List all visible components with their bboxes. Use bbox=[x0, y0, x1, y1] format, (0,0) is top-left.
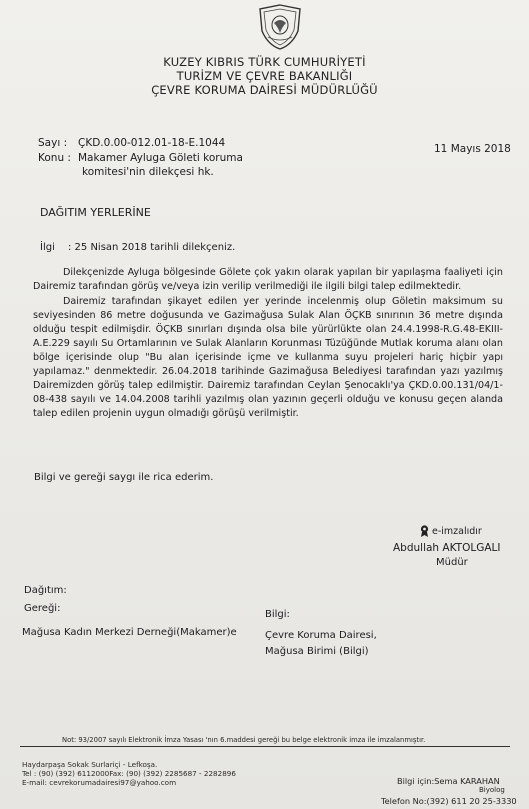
signer-name: Abdullah AKTOLGALI bbox=[393, 542, 501, 554]
info-contact-phone: Telefon No:(392) 611 20 25-3330 bbox=[381, 796, 517, 806]
letter-date: 11 Mayıs 2018 bbox=[434, 143, 511, 155]
info-recipient-line-2: Mağusa Birimi (Bilgi) bbox=[265, 646, 369, 657]
legal-note: Not: 93/2007 sayılı Elektronik İmza Yasası 'nın 6.maddesi gereği bu belge elektronik imza ile imzalanmıştır. bbox=[62, 736, 426, 744]
footer-divider bbox=[20, 746, 510, 747]
body-paragraph-2: Dairemiz tarafından şikayet edilen yer yerinde incelenmiş olup Göletin maksimum su seviyesinden 86 metre doğusunda ve Gazimağusa Sulak Alan ÖÇKB sınırının 36 metre dışında olduğu tespit edilmişdir. ÖÇKB sınırları dışında olsa bile yürürlükte olan 24.4.1998-R.G.48-EKIII-A.E.229 sayılı Su Ortamlarının ve Sulak Alanların Korunması Tüzüğünde Mutlak koruma alanı olan bölge içerisinde olup "Bu alan içerisinde içme ve kullanma suyu projeleri hariç hiçbir yapı yapılamaz." denmektedir. 26.04.2018 tarihinde Gazimağusa Belediyesi tarafından yazı yazılmış Dairemizden görüş talep edilmiştir. Dairemiz tarafından Ceylan Şenocaklı'ya ÇKD.0.00.131/04/1-08-438 sayılı ve 14.04.2008 tarihli yazılmış olan yazının geçerli olduğu ve konusu geçen alanda talep edilen projenin uygun olmadığı görüşü verilmiştir. bbox=[33, 296, 503, 419]
subject-line-1: Makamer Ayluga Göleti koruma bbox=[78, 152, 243, 164]
info-recipient-line-1: Çevre Koruma Dairesi, bbox=[265, 630, 377, 641]
action-label: Gereği: bbox=[24, 603, 61, 614]
state-emblem-icon bbox=[254, 3, 306, 51]
reference-label: Sayı : bbox=[38, 137, 68, 149]
distribution-heading: DAĞITIM YERLERİNE bbox=[40, 206, 151, 219]
address-email: E-mail: cevrekorumadairesi97@yahoo.com bbox=[22, 778, 177, 787]
info-contact: Bilgi için:Sema KARAHAN bbox=[397, 776, 500, 786]
header-republic: KUZEY KIBRIS TÜRK CUMHURİYETİ bbox=[163, 55, 366, 69]
closing-sentence: Bilgi ve gereği saygı ile rica ederim. bbox=[34, 472, 214, 483]
e-signature-label: e-imzalıdır bbox=[432, 526, 482, 537]
reference-number: ÇKD.0.00-012.01-18-E.1044 bbox=[78, 137, 226, 149]
address-line-1: Haydarpaşa Sokak Surlariçi - Lefkoşa. bbox=[22, 760, 158, 769]
e-signature-icon bbox=[418, 524, 431, 538]
reference-doc-value: : 25 Nisan 2018 tarihli dilekçeniz. bbox=[68, 242, 236, 253]
signer-title: Müdür bbox=[436, 557, 468, 568]
info-contact-role: Biyolog bbox=[479, 786, 505, 794]
address-phone-fax: Tel : (90) (392) 6112000Fax: (90) (392) 2285687 - 2282896 bbox=[22, 769, 236, 778]
subject-label: Konu : bbox=[38, 152, 71, 164]
header-department: ÇEVRE KORUMA DAİRESİ MÜDÜRLÜĞÜ bbox=[151, 83, 378, 97]
reference-doc-label: İlgi bbox=[40, 242, 55, 253]
subject-line-2: komitesi'nin dilekçesi hk. bbox=[82, 166, 214, 178]
info-label: Bilgi: bbox=[265, 609, 290, 620]
body-paragraph-1: Dilekçenizde Ayluga bölgesinde Gölete çok yakın olarak yapılan bir yapılaşma faaliyeti için Dairemiz tarafından görüş ve/veya izin verilip verilmediği ile ilgili bilgi talep edilmektedir. bbox=[33, 267, 503, 292]
action-recipient: Mağusa Kadın Merkezi Derneği(Makamer)e bbox=[22, 627, 237, 638]
distribution-label: Dağıtım: bbox=[24, 585, 67, 596]
header-ministry: TURİZM VE ÇEVRE BAKANLIĞI bbox=[176, 69, 353, 83]
